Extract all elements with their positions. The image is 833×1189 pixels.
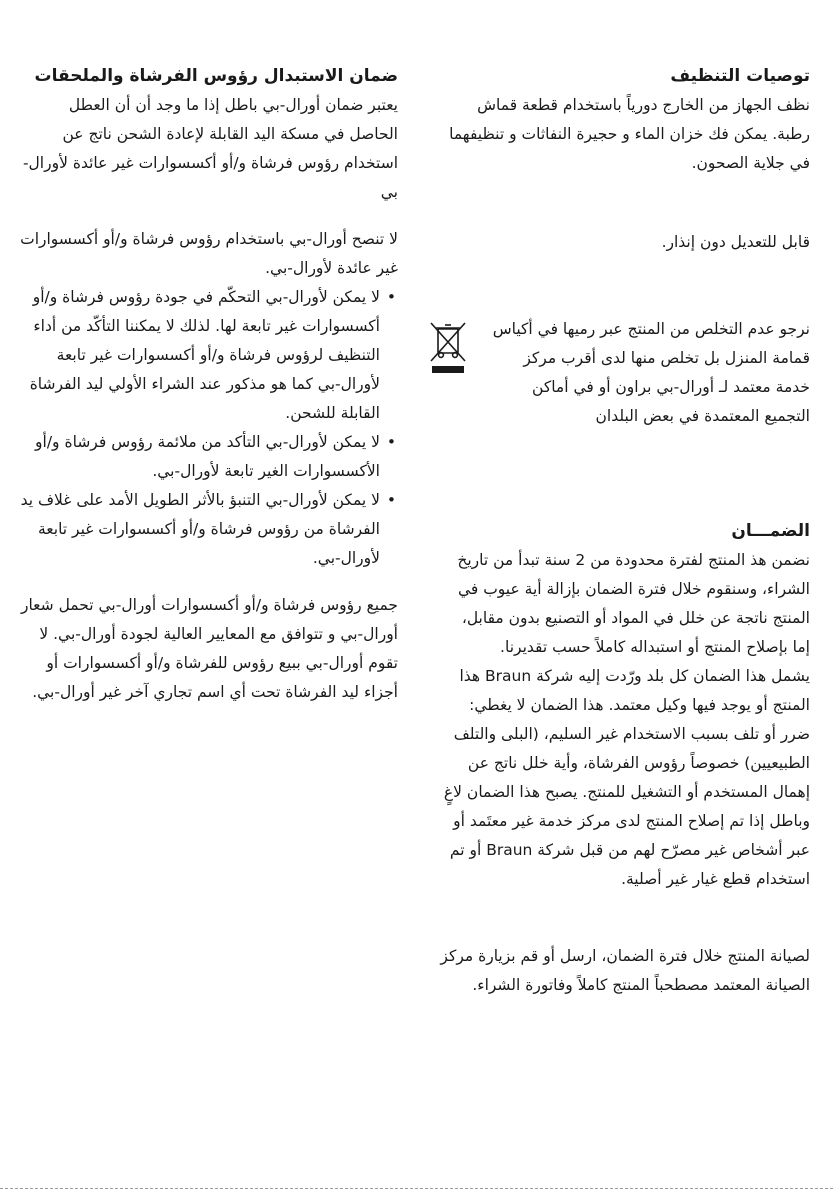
replacement-p1: يعتبر ضمان أورال-بي باطل إذا ما وجد أن أن العطل الحاصل في مسكة اليد القابلة لإعادة الشحن ناتج عن استخدام رؤوس فرشاة و/أو أكسسوارات غير عائدة لأورال-بي — [22, 96, 398, 201]
notice-text: قابل للتعديل دون إنذار. — [661, 233, 810, 251]
warranty-p1: نضمن هذ المنتج لفترة محدودة من 2 سنة تبدأ من تاريخ الشراء، وسنقوم خلال فترة الضمان بإزالة أية عيوب في المنتج ناتجة عن خلل في المواد أو التصنيع بدون مقابل، إما بإصلاح المنتج أو استبداله كاملاً حسب تقديرنا. — [457, 551, 810, 656]
crossed-out-bin-icon — [428, 319, 468, 377]
warranty-title: الضمـــان — [731, 521, 810, 541]
bullet-item: • لا يمكن لأورال-بي التنبؤ بالأثر الطويل الأمد على غلاف يد الفرشاة من رؤوس فرشاة و/أو أكسسوارات غير تابعة لأورال-بي. — [20, 486, 380, 573]
left-column — [20, 62, 398, 707]
warranty-p3: لصيانة المنتج خلال فترة الضمان، ارسل أو قم بزيارة مركز الصيانة المعتمد مصطحباً المنتج كاملاً وفاتورة الشراء. — [440, 947, 810, 994]
replacement-title: ضمان الاستبدال رؤوس الفرشاة والملحقات — [34, 66, 398, 86]
warranty-p2: يشمل هذا الضمان كل بلد ورّدت إليه شركة Braun هذا المنتج أو يوجد فيها وكيل معتمد. هذا الضمان لا يغطي: ضرر أو تلف بسبب الاستخدام غير السليم، (البلى والتلف الطبيعيين) خصوصاً رؤوس الفرشاة، وأية خلل ناتج عن إهمال المستخدم أو التشغيل للمنتج. يصبح هذا الضمان لاغٍ وباطل إذا تم إصلاح المنتج لدى مركز خدمة غير معتَمد أو عبر أشخاص غير مصرّح لهم من قبل شركة Braun أو تم استخدام قطع غيار غير أصلية. — [443, 667, 810, 888]
replacement-p3: جميع رؤوس فرشاة و/أو أكسسوارات أورال-بي تحمل شعار أورال-بي و تتوافق مع المعايير العالية لجودة أورال-بي. لا تقوم أورال-بي ببيع رؤوس للفرشاة و/أو أكسسوارات أو أجزاء ليد الفرشاة تحت أي اسم تجاري آخر غير أورال-بي. — [20, 596, 398, 701]
bullet-item: • لا يمكن لأورال-بي التأكد من ملائمة رؤوس فرشاة و/أو الأكسسوارات الغير تابعة لأورال-بي. — [20, 428, 380, 486]
disposal-section — [440, 315, 810, 431]
disposal-text: نرجو عدم التخلص من المنتج عبر رميها في أكياس قمامة المنزل بل تخلص منها لدى أقرب مركز خدمة معتمد لـ أورال-بي براون أو في أماكن التجميع المعتمدة في بعض البلدان — [492, 320, 810, 425]
replacement-p2: لا تنصح أورال-بي باستخدام رؤوس فرشاة و/أو أكسسوارات غير عائدة لأورال-بي. — [20, 230, 398, 277]
cleaning-text: نظف الجهاز من الخارج دورياً باستخدام قطعة قماش رطبة. يمكن فك خزان الماء و حجيرة النفاثات و تنظيفهما في جلاية الصحون. — [449, 96, 810, 172]
replacement-bullets — [20, 283, 398, 573]
right-column — [440, 62, 810, 1000]
cleaning-title: توصيات التنظيف — [670, 66, 810, 86]
bullet-item: • لا يمكن لأورال-بي التحكّم في جودة رؤوس فرشاة و/أو أكسسوارات غير تابعة لها. لذلك لا يمكننا التأكّد من أداء التنظيف لرؤوس فرشاة و/أو أكسسوارات غير تابعة لأورال-بي كما هو مذكور عند الشراء الأولي ليد الفرشاة القابلة للشحن. — [20, 283, 380, 428]
